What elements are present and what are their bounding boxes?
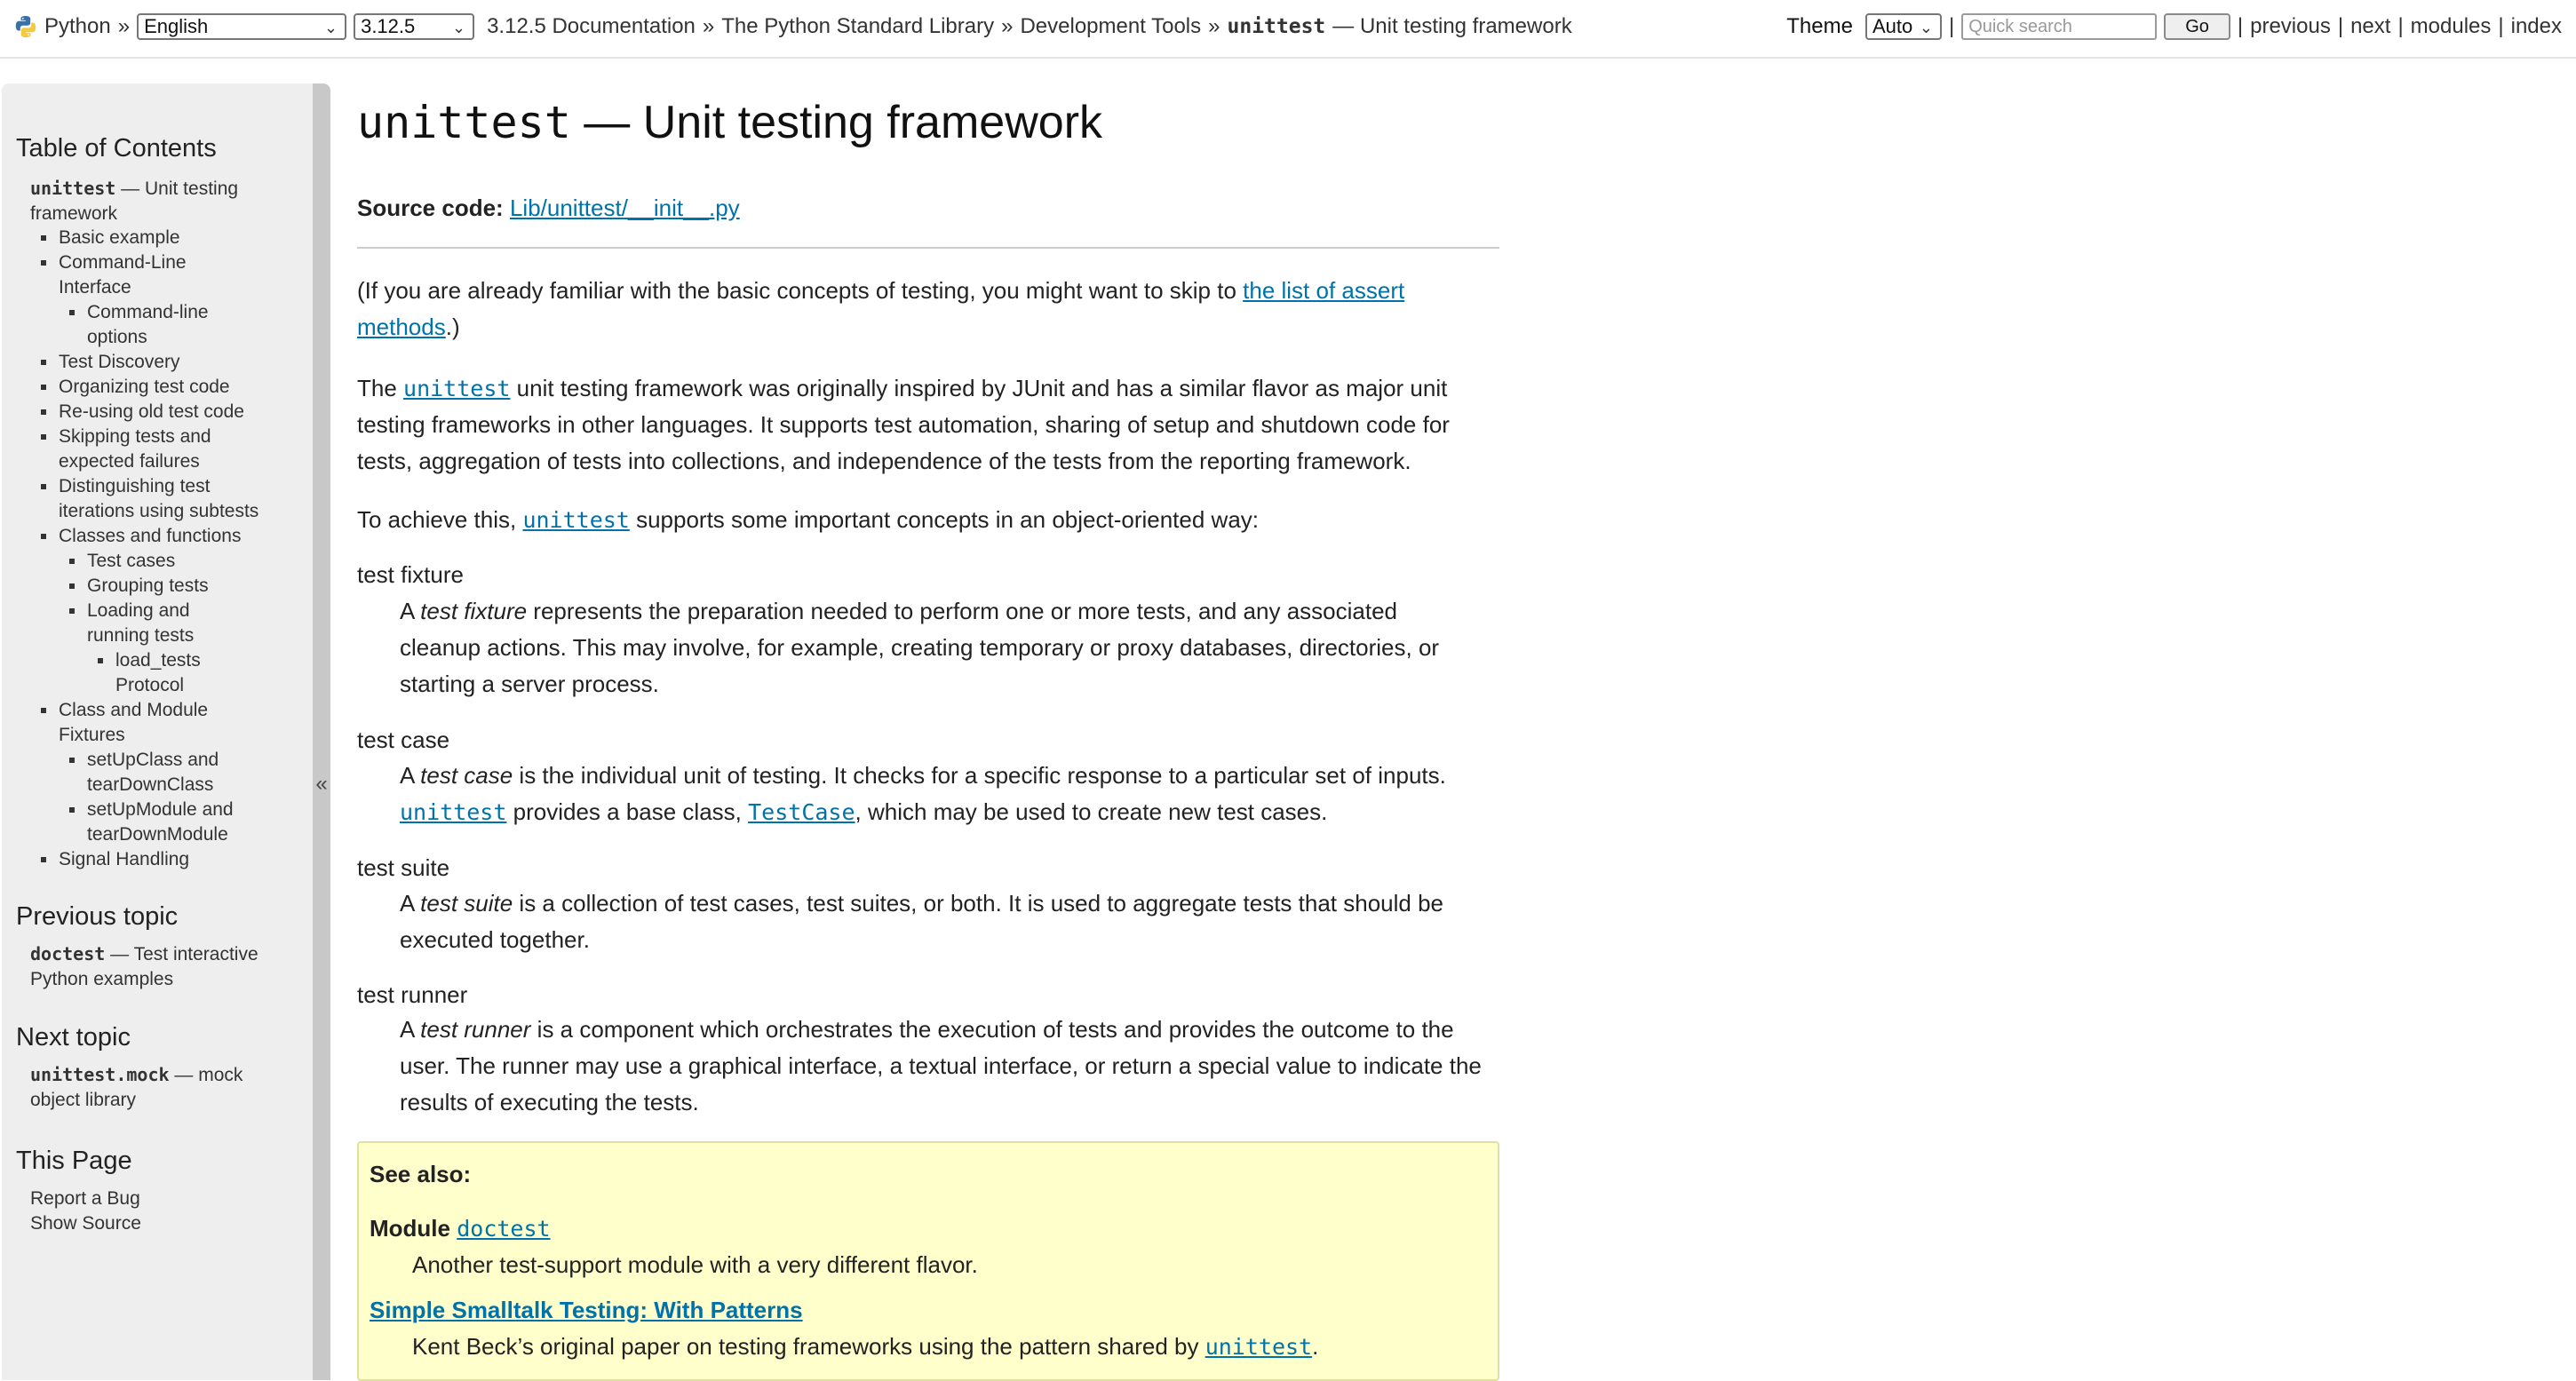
next-topic-module: unittest.mock xyxy=(30,1064,170,1085)
previous-topic-module: doctest xyxy=(30,943,106,964)
breadcrumb xyxy=(14,11,1572,43)
unittest-link[interactable]: unittest xyxy=(400,799,507,825)
term-test-fixture: test fixture xyxy=(357,561,464,588)
term-test-runner: test runner xyxy=(357,981,468,1008)
quick-search-placeholder: Quick search xyxy=(1968,16,2072,36)
breadcrumb-docs-link[interactable]: 3.12.5 Documentation xyxy=(487,14,696,38)
chevron-down-icon: ⌄ xyxy=(323,19,338,36)
next-topic-link[interactable] xyxy=(30,1062,242,1113)
def-text: represents the preparation needed to perform one or more tests, and any associated xyxy=(527,598,1397,624)
p2-text-a: The xyxy=(357,375,404,401)
intro-paragraph xyxy=(357,273,1503,345)
p2-line3: tests, aggregation of tests into collections, and independence of the tests from the reporting framework. xyxy=(357,448,1411,474)
def-text: A xyxy=(400,1016,421,1043)
toc-item-test-cases[interactable]: Test cases xyxy=(87,549,175,574)
previous-topic-heading: Previous topic xyxy=(16,902,179,931)
python-home-link[interactable]: Python xyxy=(44,14,111,38)
chevron-down-icon: ⌄ xyxy=(1919,19,1933,36)
toc-item-loading-cont[interactable]: running tests xyxy=(87,625,195,646)
toc-item-class-module-fixtures-cont[interactable]: Fixtures xyxy=(59,725,125,745)
page-title xyxy=(357,96,1102,149)
next-link[interactable]: next xyxy=(2350,14,2391,38)
next-topic-line2: object library xyxy=(30,1090,137,1110)
def-emphasis: test suite xyxy=(420,890,513,917)
see-also-heading: See also: xyxy=(370,1161,472,1187)
breadcrumb-separator: » xyxy=(1001,14,1014,38)
chevron-down-icon: ⌄ xyxy=(451,19,466,36)
toc-item-grouping[interactable]: Grouping tests xyxy=(87,574,209,599)
previous-link[interactable]: previous xyxy=(2250,14,2331,38)
definition-test-suite xyxy=(400,885,1501,958)
toc-item-command-line-options-cont[interactable]: options xyxy=(87,327,147,347)
def-text: A xyxy=(400,598,421,624)
toc-item-setupmodule-cont[interactable]: tearDownModule xyxy=(87,824,228,845)
toc-root-rest: — Unit testing xyxy=(121,179,239,199)
def-text: A xyxy=(400,762,421,789)
next-topic-heading: Next topic xyxy=(16,1023,131,1052)
p2-line2: testing frameworks in other languages. It supports test automation, sharing of setup and shutdown code for xyxy=(357,411,1450,438)
this-page-heading: This Page xyxy=(16,1147,132,1175)
show-source-link[interactable]: Show Source xyxy=(30,1213,141,1234)
toc-item-root[interactable] xyxy=(30,176,238,226)
doctest-link[interactable]: doctest xyxy=(457,1216,551,1242)
toc-item-subtests-cont[interactable]: iterations using subtests xyxy=(59,501,259,521)
breadcrumb-separator: » xyxy=(1208,14,1220,38)
source-code-label: Source code: xyxy=(357,194,504,221)
version-select-value: 3.12.5 xyxy=(361,15,416,37)
divider xyxy=(357,247,1499,249)
toc-item-setupclass[interactable]: setUpClass and xyxy=(87,748,219,773)
def-text: A xyxy=(400,890,421,917)
unittest-link[interactable]: unittest xyxy=(403,376,511,401)
def-line3: results of executing the tests. xyxy=(400,1089,699,1115)
def-line2: cleanup actions. This may involve, for example, creating temporary or proxy databases, directories, or xyxy=(400,634,1440,661)
toc-item-load-tests-cont[interactable]: Protocol xyxy=(115,675,185,695)
breadcrumb-current-module: unittest xyxy=(1227,15,1326,38)
book-desc-text: Kent Beck’s original paper on testing frameworks using the pattern shared by xyxy=(412,1333,1205,1360)
page-title-rest: — Unit testing framework xyxy=(570,97,1103,148)
top-navigation-bar xyxy=(0,0,2576,59)
previous-topic-link[interactable] xyxy=(30,941,258,992)
def-line3: starting a server process. xyxy=(400,671,659,697)
def-text: , which may be used to create new test cases. xyxy=(855,798,1328,825)
intro-text: (If you are already familiar with the basic concepts of testing, you might want to skip to xyxy=(357,277,1244,304)
previous-topic-line2: Python examples xyxy=(30,969,174,989)
book-desc-end: . xyxy=(1312,1333,1319,1360)
toc-item-command-line-cont[interactable]: Interface xyxy=(59,277,131,298)
see-also-module-desc: Another test-support module with a very different flavor. xyxy=(412,1251,978,1278)
toc-item-loading[interactable]: Loading and xyxy=(87,599,190,623)
top-right-controls xyxy=(1786,11,2562,43)
def-emphasis: test runner xyxy=(420,1016,531,1043)
pipe-separator: | xyxy=(2337,14,2344,38)
see-also-box xyxy=(357,1141,1499,1381)
toc-item-signal-handling[interactable]: Signal Handling xyxy=(59,847,189,872)
assert-methods-link-part1[interactable]: the list of assert xyxy=(1243,277,1405,304)
see-also-book-desc xyxy=(412,1333,1318,1361)
module-label: Module xyxy=(370,1215,457,1242)
def-emphasis: test fixture xyxy=(420,598,528,624)
next-topic-rest: — mock xyxy=(174,1065,243,1085)
def-text: is the individual unit of testing. It checks for a specific response to a particular set of inputs. xyxy=(513,762,1446,789)
source-code-line xyxy=(357,190,740,226)
source-code-link[interactable]: Lib/unittest/__init__.py xyxy=(509,194,740,221)
def-line2: executed together. xyxy=(400,926,590,953)
report-bug-link[interactable]: Report a Bug xyxy=(30,1188,140,1209)
breadcrumb-devtools-link[interactable]: Development Tools xyxy=(1020,14,1202,38)
toc-item-subtests[interactable]: Distinguishing test xyxy=(59,474,210,499)
toc-item-load-tests[interactable]: load_tests xyxy=(115,648,201,673)
p3-text-b: supports some important concepts in an object-oriented way: xyxy=(629,506,1260,533)
pipe-separator: | xyxy=(2237,14,2244,38)
assert-methods-link-part2[interactable]: methods xyxy=(357,314,446,340)
definition-test-case xyxy=(400,758,1501,830)
intro-text-end: .) xyxy=(445,314,460,340)
term-test-suite: test suite xyxy=(357,854,450,881)
breadcrumb-separator: » xyxy=(117,14,131,38)
modules-link[interactable]: modules xyxy=(2410,14,2492,38)
toc-item-class-module-fixtures[interactable]: Class and Module xyxy=(59,698,208,723)
breadcrumb-separator: » xyxy=(702,14,715,38)
toc-item-test-discovery[interactable]: Test Discovery xyxy=(59,350,180,375)
python-logo-icon xyxy=(14,15,37,38)
theme-label: Theme xyxy=(1786,14,1853,38)
def-text: is a component which orchestrates the execution of tests and provides the outcome to the xyxy=(530,1016,1454,1043)
pipe-separator: | xyxy=(1948,14,1955,38)
toc-heading: Table of Contents xyxy=(16,134,217,163)
index-link[interactable]: index xyxy=(2510,14,2562,38)
toc-item-command-line-options[interactable]: Command-line xyxy=(87,300,209,325)
toc-item-organizing[interactable]: Organizing test code xyxy=(59,375,230,400)
def-text: is a collection of test cases, test suites, or both. It is used to aggregate tests that should be xyxy=(513,890,1444,917)
def-text: provides a base class, xyxy=(506,798,749,825)
def-line2: user. The runner may use a graphical interface, a textual interface, or return a special value to indicate the xyxy=(400,1052,1482,1079)
framework-paragraph xyxy=(357,370,1503,480)
toc-item-basic-example[interactable]: Basic example xyxy=(59,226,180,250)
toc-item-setupclass-cont[interactable]: tearDownClass xyxy=(87,774,214,795)
definition-test-runner xyxy=(400,1012,1501,1121)
quick-search-input[interactable] xyxy=(1961,13,2157,40)
breadcrumb-current-title: — Unit testing framework xyxy=(1332,14,1572,38)
concepts-paragraph xyxy=(357,502,1503,538)
theme-select[interactable] xyxy=(1865,13,1942,40)
language-select-value: English xyxy=(144,15,209,37)
toc-item-skipping[interactable]: Skipping tests and xyxy=(59,425,211,449)
see-also-book-line xyxy=(370,1297,803,1324)
sidebar xyxy=(2,83,313,1380)
collapse-chevron-icon: « xyxy=(315,772,328,796)
definition-test-fixture xyxy=(400,593,1501,702)
toc-root-line2: framework xyxy=(30,203,118,224)
language-select[interactable] xyxy=(137,13,346,40)
toc-root-module: unittest xyxy=(30,178,116,199)
toc-item-classes-functions[interactable]: Classes and functions xyxy=(59,524,241,549)
toc-item-reusing[interactable]: Re-using old test code xyxy=(59,400,244,425)
p3-text-a: To achieve this, xyxy=(357,506,523,533)
toc-item-skipping-cont[interactable]: expected failures xyxy=(59,451,200,472)
unittest-link[interactable]: unittest xyxy=(1205,1334,1313,1360)
term-test-case: test case xyxy=(357,726,450,753)
theme-select-value: Auto xyxy=(1872,15,1913,37)
toc-item-setupmodule[interactable]: setUpModule and xyxy=(87,798,234,822)
breadcrumb-library-link[interactable]: The Python Standard Library xyxy=(721,14,995,38)
sidebar-collapse-button[interactable] xyxy=(313,83,330,1380)
search-go-button[interactable]: Go xyxy=(2164,13,2230,40)
pipe-separator: | xyxy=(2498,14,2504,38)
smalltalk-paper-link[interactable]: Simple Smalltalk Testing: With Patterns xyxy=(370,1297,803,1323)
p2-text-b: unit testing framework was originally inspired by JUnit and has a similar flavor as major unit xyxy=(510,375,1448,401)
def-emphasis: test case xyxy=(420,762,513,789)
unittest-link[interactable]: unittest xyxy=(522,507,630,533)
version-select[interactable] xyxy=(354,13,474,40)
page-title-module: unittest xyxy=(357,97,571,148)
previous-topic-rest: — Test interactive xyxy=(110,944,258,964)
pipe-separator: | xyxy=(2397,14,2404,38)
toc-item-command-line[interactable]: Command-Line xyxy=(59,250,187,275)
see-also-module-line xyxy=(370,1215,551,1242)
testcase-link[interactable]: TestCase xyxy=(748,799,855,825)
